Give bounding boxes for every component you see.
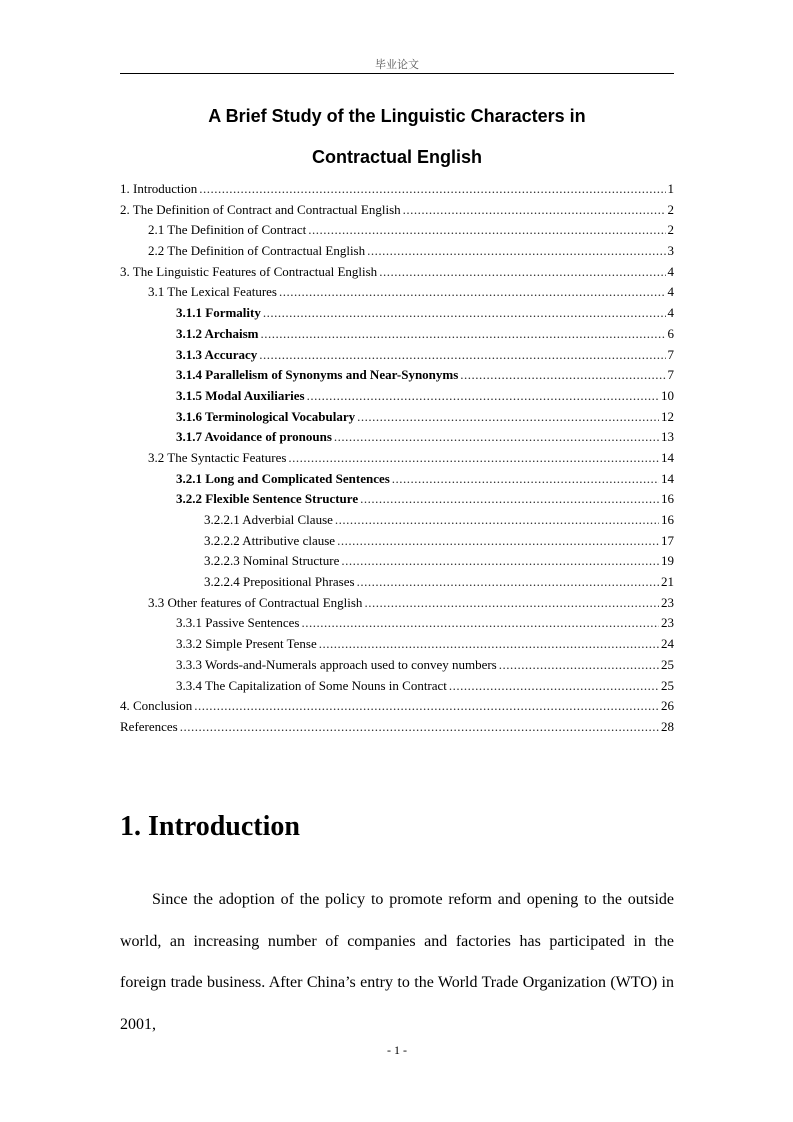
toc-entry-label: 3.3.3 Words-and-Numerals approach used to convey numbers [176,656,497,672]
toc-leader-dots [392,471,659,487]
header-rule [120,73,674,74]
toc-entry-page: 19 [661,553,674,569]
toc-entry-page: 4 [667,263,674,279]
toc-entry-page: 12 [661,408,674,424]
toc-entry-label: 3.1.3 Accuracy [176,346,258,362]
toc-leader-dots [341,553,659,569]
toc-leader-dots [288,450,659,466]
toc-entry-label: 3.1.6 Terminological Vocabulary [176,408,356,424]
toc-leader-dots [263,305,666,321]
toc-entry-page: 6 [667,325,674,341]
toc-leader-dots [260,326,665,342]
toc-entry-label: 3.3 Other features of Contractual English [148,594,363,610]
toc-leader-dots [334,429,659,445]
toc-entry-label: 3.2.1 Long and Complicated Sentences [176,470,390,486]
toc-leader-dots [360,491,659,507]
toc-leader-dots [319,636,659,652]
toc-leader-dots [357,409,659,425]
toc-entry-label: 3.3.4 The Capitalization of Some Nouns in Contract [176,677,447,693]
toc-entry[interactable] [120,533,674,554]
toc-entry-label: 3.2.2.4 Prepositional Phrases [204,574,355,590]
toc-entry-label: 2.1 The Definition of Contract [148,222,307,238]
toc-entry[interactable] [120,305,674,326]
toc-entry-page: 25 [661,677,674,693]
toc-entry[interactable] [120,471,674,492]
document-title-line-2: Contractual English [311,147,482,167]
toc-entry-page: 16 [661,512,674,527]
toc-entry-page: 14 [661,470,674,486]
toc-entry[interactable] [120,222,674,243]
toc-leader-dots [364,595,659,611]
toc-entry-page: 24 [661,636,674,652]
toc-entry-label: 2.2 The Definition of Contractual English [148,243,366,259]
toc-entry-label: 3.3.2 Simple Present Tense [176,636,317,652]
toc-entry-label: 3. The Linguistic Features of Contractual English [120,263,378,279]
toc-entry[interactable] [120,491,674,512]
toc-entry-page: 17 [661,532,674,548]
section-heading: 1. Introduction [120,811,300,842]
toc-entry[interactable] [120,388,674,409]
toc-entry[interactable] [120,615,674,636]
toc-leader-dots [335,512,659,528]
toc-entry-page: 2 [667,222,674,238]
toc-entry-page: 7 [667,346,674,362]
toc-entry[interactable] [120,409,674,430]
toc-entry-page: 21 [661,574,674,590]
toc-leader-dots [367,243,665,259]
toc-entry-page: 16 [661,491,674,507]
toc-leader-dots [307,388,659,404]
running-header: 毕业论文 [375,58,419,71]
toc-entry[interactable] [120,181,674,202]
toc-leader-dots [308,222,665,238]
toc-entry-label: 3.2.2.2 Attributive clause [204,532,336,548]
toc-entry-label: 3.3.1 Passive Sentences [176,615,300,631]
toc-entry-label: 3.2 The Syntactic Features [148,449,287,465]
toc-entry-label: References [120,718,178,734]
toc-entry[interactable] [120,574,674,595]
toc-leader-dots [499,657,659,673]
toc-leader-dots [199,181,665,197]
toc-entry-page: 7 [667,367,674,383]
toc-entry[interactable] [120,512,674,533]
toc-entry[interactable] [120,347,674,368]
toc-entry-page: 4 [667,284,674,300]
toc-entry[interactable] [120,429,674,450]
toc-entry-page: 25 [661,656,674,672]
toc-entry[interactable] [120,719,674,740]
toc-leader-dots [259,347,665,363]
toc-entry[interactable] [120,553,674,574]
toc-leader-dots [194,698,659,714]
toc-entry-page: 4 [667,305,674,321]
toc-entry[interactable] [120,264,674,285]
toc-entry-page: 1 [667,181,674,196]
toc-leader-dots [337,533,659,549]
table-of-contents [120,181,674,740]
toc-entry-page: 14 [661,449,674,465]
toc-leader-dots [449,678,659,694]
toc-entry[interactable] [120,284,674,305]
toc-entry-label: 3.2.2 Flexible Sentence Structure [176,491,359,507]
toc-leader-dots [357,574,659,590]
toc-entry[interactable] [120,636,674,657]
toc-entry[interactable] [120,657,674,678]
toc-entry-page: 28 [661,718,674,734]
toc-leader-dots [403,202,666,218]
toc-entry-label: 3.1.5 Modal Auxiliaries [176,387,305,403]
toc-entry-page: 26 [661,698,674,714]
toc-entry-page: 3 [667,243,674,259]
toc-entry[interactable] [120,202,674,223]
toc-entry-page: 23 [661,615,674,631]
toc-entry-label: 3.1.7 Avoidance of pronouns [176,429,332,445]
page-number: - 1 - [387,1043,407,1057]
toc-entry-label: 3.2.2.3 Nominal Structure [204,553,340,569]
toc-entry-label: 3.1.4 Parallelism of Synonyms and Near-Synonyms [176,367,459,383]
document-title-line-1: A Brief Study of the Linguistic Characters in [208,106,586,126]
toc-entry[interactable] [120,678,674,699]
toc-leader-dots [301,615,659,631]
toc-entry-label: 2. The Definition of Contract and Contractual English [120,201,401,217]
toc-entry-page: 23 [661,594,674,610]
toc-entry-page: 10 [661,387,674,403]
toc-leader-dots [379,264,665,280]
toc-leader-dots [279,284,666,300]
toc-entry-label: 3.2.2.1 Adverbial Clause [204,512,333,527]
toc-leader-dots [180,719,659,735]
toc-entry[interactable] [120,243,674,264]
toc-entry-label: 3.1.2 Archaism [176,325,259,341]
toc-entry[interactable] [120,326,674,347]
toc-entry[interactable] [120,698,674,719]
toc-entry[interactable] [120,367,674,388]
toc-leader-dots [460,367,665,383]
toc-entry-page: 2 [667,201,674,217]
toc-entry-label: 1. Introduction [120,181,198,196]
toc-entry[interactable] [120,595,674,616]
toc-entry-label: 3.1 The Lexical Features [148,284,277,300]
body-paragraph: Since the adoption of the policy to promote reform and opening to the outside world, an increasing number of companies and factories has participated in the foreign trade business. After China’s entry to the World Trade Organization (WTO) in 2001, [120,891,674,1033]
toc-entry-page: 13 [661,429,674,445]
toc-entry[interactable] [120,450,674,471]
toc-entry-label: 3.1.1 Formality [176,305,261,321]
toc-entry-label: 4. Conclusion [120,698,193,714]
